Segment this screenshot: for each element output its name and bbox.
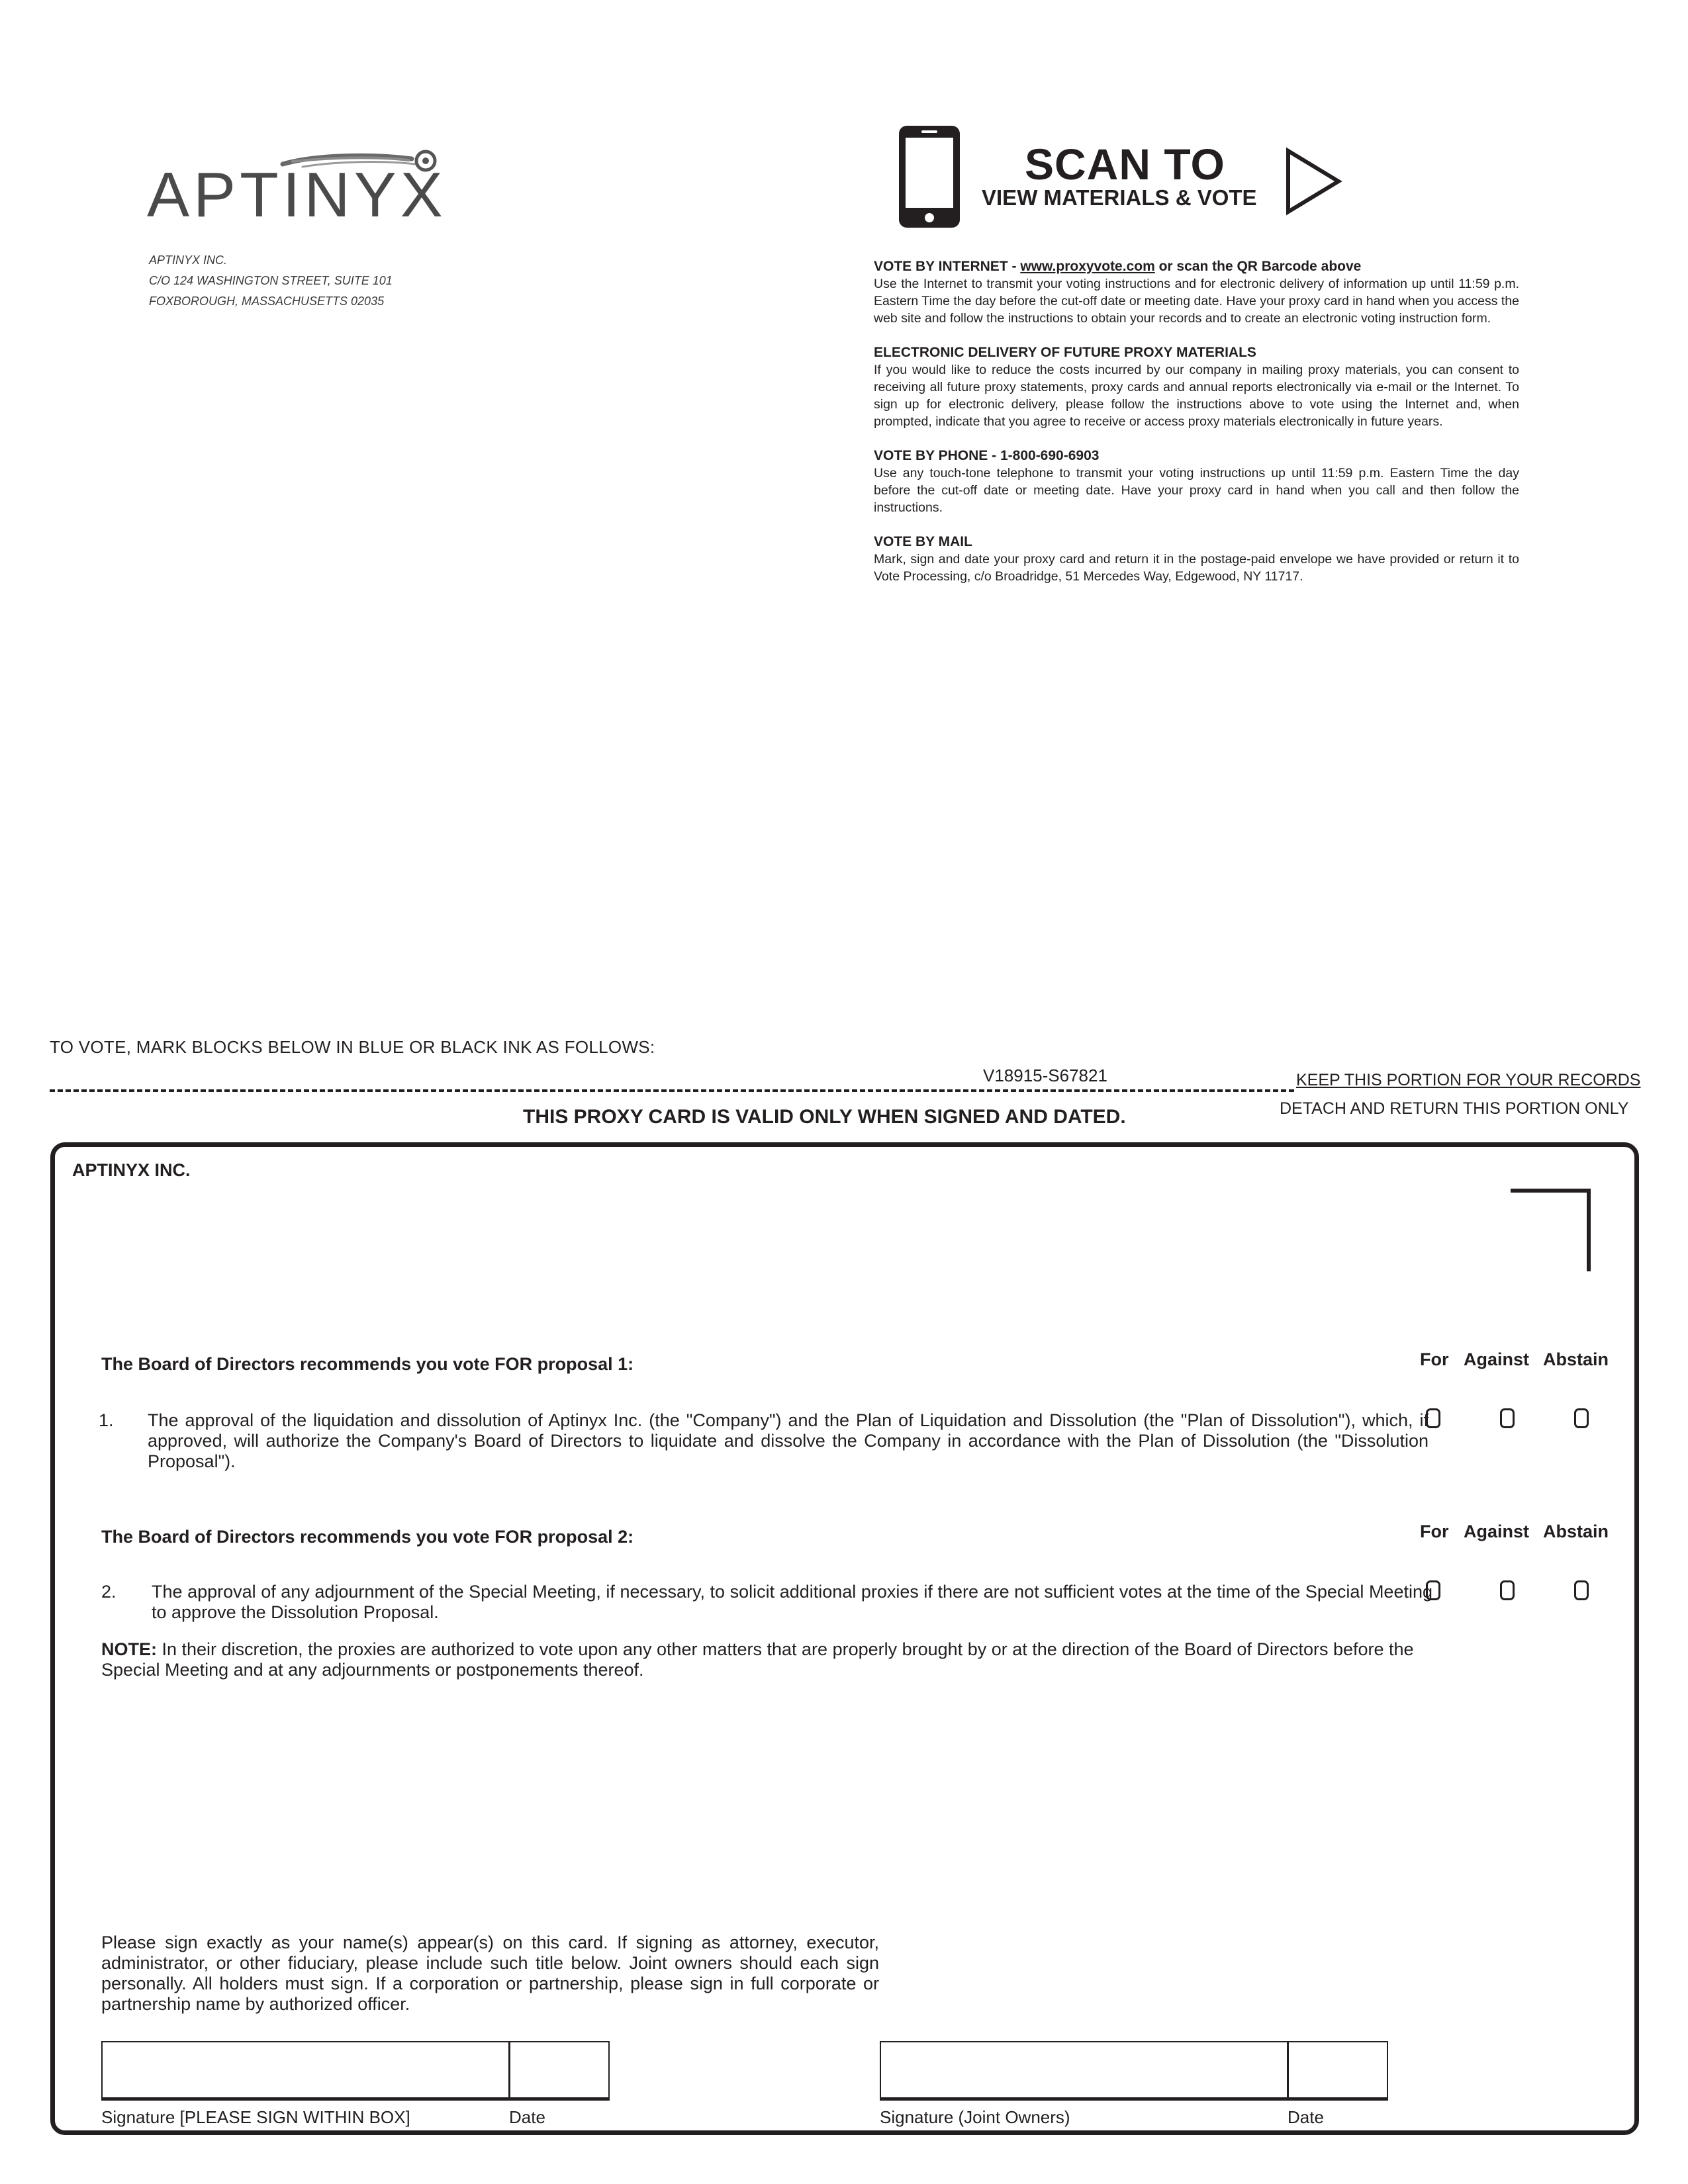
scan-title: SCAN TO: [1025, 140, 1225, 189]
date-label: Date: [509, 2107, 545, 2127]
vote-internet-body: Use the Internet to transmit your voting instructions and for electronic delivery of information up until 11:59 p.m. Eastern Time the day before the cut-off date or meeting date. Have your proxy card in hand when you access the web site and follow the instructions to obtain your records and to create an electronic voting instruction form.: [874, 277, 1519, 326]
column-header-for: For: [1420, 1349, 1449, 1369]
joint-signature-label: Signature (Joint Owners): [880, 2107, 1070, 2127]
proposal-1-abstain-checkbox[interactable]: [1574, 1408, 1589, 1428]
control-code: V18915-S67821: [983, 1066, 1107, 1085]
mark-instruction: TO VOTE, MARK BLOCKS BELOW IN BLUE OR BLACK INK AS FOLLOWS:: [50, 1037, 655, 1057]
joint-signature-box[interactable]: [880, 2041, 1288, 2101]
return-address: [149, 250, 393, 312]
address-line: C/O 124 WASHINGTON STREET, SUITE 101: [149, 274, 393, 287]
column-header-abstain: Abstain: [1543, 1522, 1609, 1541]
proposal-1-for-checkbox[interactable]: [1426, 1408, 1440, 1428]
electronic-delivery-heading: ELECTRONIC DELIVERY OF FUTURE PROXY MATERIALS: [874, 345, 1256, 360]
keep-portion-label: KEEP THIS PORTION FOR YOUR RECORDS: [1296, 1071, 1641, 1089]
recommendation-proposal-2: The Board of Directors recommends you vote FOR proposal 2:: [101, 1527, 634, 1547]
vote-phone-body: Use any touch-tone telephone to transmit your voting instructions up until 11:59 p.m. Eastern Time the day before the cut-off date or meeting date. Have your proxy card in hand when you call and then follow the instructions.: [874, 466, 1519, 515]
detach-portion-label: DETACH AND RETURN THIS PORTION ONLY: [1280, 1099, 1629, 1118]
note-text: In their discretion, the proxies are authorized to vote upon any other matters that are properly brought by or at the direction of the Board of Directors before the Special Meeting and at any adjournments or postponements thereof.: [101, 1639, 1414, 1680]
registration-corner-mark: [1508, 1188, 1594, 1274]
address-line: FOXBOROUGH, MASSACHUSETTS 02035: [149, 295, 385, 308]
logo-wordmark: APTINYX: [147, 159, 447, 230]
vote-phone-heading: VOTE BY PHONE - 1-800-690-6903: [874, 448, 1100, 463]
proxyvote-link[interactable]: www.proxyvote.com: [1020, 259, 1155, 274]
proposal-2-for-checkbox[interactable]: [1426, 1580, 1440, 1600]
note-label: NOTE:: [101, 1639, 157, 1659]
joint-date-label: Date: [1288, 2107, 1324, 2127]
voting-instructions: [874, 258, 1519, 602]
recommendation-proposal-1: The Board of Directors recommends you vote FOR proposal 1:: [101, 1354, 634, 1374]
proxy-note: [101, 1639, 1419, 1680]
play-arrow-icon: [1284, 147, 1344, 216]
electronic-delivery-body: If you would like to reduce the costs incurred by our company in mailing proxy materials, you can consent to receiving all future proxy statements, proxy cards and annual reports electronically via e-mail or the Internet. To sign up for electronic delivery, please follow the instructions above to vote using the Internet and, when prompted, indicate that you agree to receive or access proxy materials electronically in future years.: [874, 363, 1519, 429]
proposal-1-against-checkbox[interactable]: [1500, 1408, 1515, 1428]
proposal-2-abstain-checkbox[interactable]: [1574, 1580, 1589, 1600]
sign-instructions: Please sign exactly as your name(s) appear(s) on this card. If signing as attorney, executor, administrator, or other fiduciary, please include such title below. Joint owners should each sign personally. All holders must sign. If a corporation or partnership, please sign in full corporate or partnership name by authorized officer.: [101, 1933, 879, 2014]
detach-line: [50, 1089, 1294, 1092]
vote-mail-body: Mark, sign and date your proxy card and return it in the postage-paid envelope we have provided or return it to Vote Processing, c/o Broadridge, 51 Mercedes Way, Edgewood, NY 11717.: [874, 552, 1519, 584]
proposal-2-text: The approval of any adjournment of the Special Meeting, if necessary, to solicit additional proxies if there are not sufficient votes at the time of the Special Meeting to approve the Dissolution Proposal.: [152, 1582, 1432, 1622]
signature-box[interactable]: [101, 2041, 510, 2101]
vote-internet-heading: VOTE BY INTERNET - www.proxyvote.com or scan the QR Barcode above: [874, 259, 1362, 274]
card-company-name: APTINYX INC.: [72, 1160, 191, 1180]
proposal-number: 1.: [99, 1410, 114, 1430]
column-header-against: Against: [1464, 1349, 1530, 1369]
address-line: APTINYX INC.: [149, 253, 228, 267]
proposal-number: 2.: [101, 1582, 117, 1602]
smartphone-icon: [896, 123, 962, 230]
scan-subtitle: VIEW MATERIALS & VOTE: [982, 185, 1257, 210]
proposal-2-against-checkbox[interactable]: [1500, 1580, 1515, 1600]
column-header-against: Against: [1464, 1522, 1530, 1541]
vote-mail-heading: VOTE BY MAIL: [874, 534, 972, 549]
column-header-abstain: Abstain: [1543, 1349, 1609, 1369]
joint-signature-date-box[interactable]: [1288, 2041, 1388, 2101]
proxy-card: [50, 1142, 1639, 2135]
signature-date-box[interactable]: [509, 2041, 610, 2101]
proposal-1-text: The approval of the liquidation and dissolution of Aptinyx Inc. (the "Company") and the Plan of Liquidation and Dissolution (the "Plan of Dissolution"), which, if approved, will authorize the Company's Board of Directors to liquidate and dissolve the Company in accordance with the Plan of Dissolution (the "Dissolution Proposal").: [148, 1410, 1429, 1471]
valid-notice: THIS PROXY CARD IS VALID ONLY WHEN SIGNED AND DATED.: [523, 1106, 1126, 1128]
column-header-for: For: [1420, 1522, 1449, 1541]
company-logo: [147, 132, 445, 232]
signature-label: Signature [PLEASE SIGN WITHIN BOX]: [101, 2107, 410, 2127]
